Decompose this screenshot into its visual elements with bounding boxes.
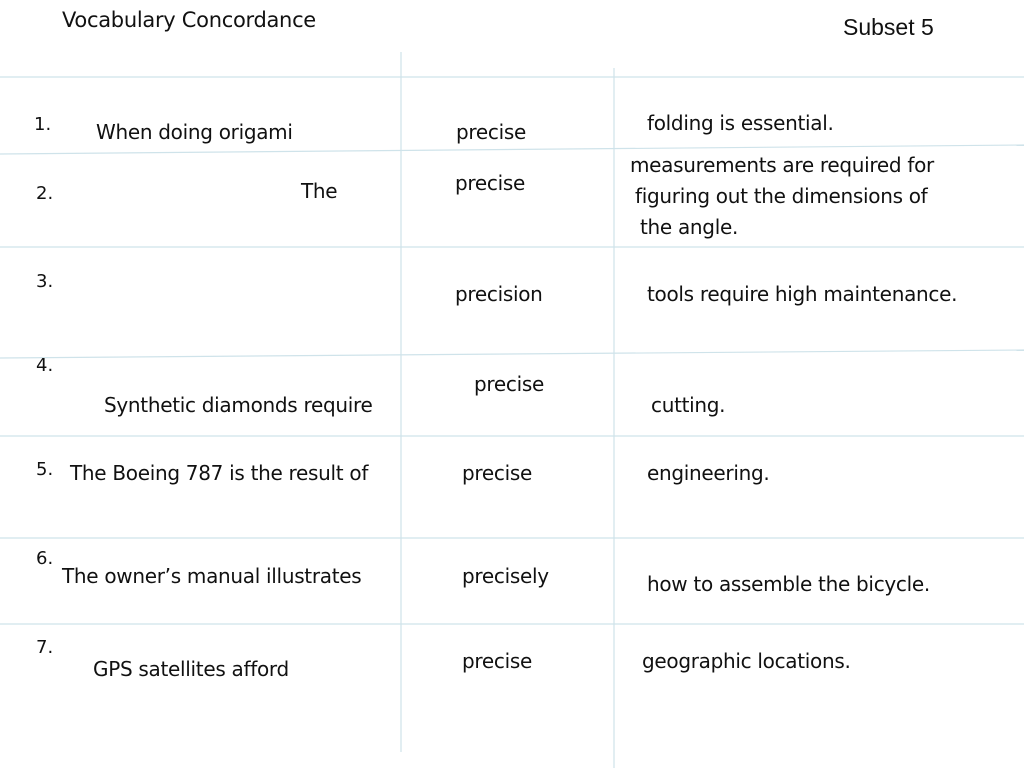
sentence-start: Synthetic diamonds require: [104, 393, 373, 417]
sentence-start: The Boeing 787 is the result of: [70, 461, 369, 485]
sentence-start: GPS satellites afford: [93, 657, 289, 681]
vocabulary-word: precise: [462, 649, 532, 673]
vocabulary-word: precisely: [462, 564, 549, 588]
row-number: 1.: [34, 114, 52, 135]
sentence-start: The: [301, 179, 338, 203]
row-number: 5.: [36, 459, 54, 480]
vocabulary-word: precise: [456, 120, 526, 144]
subset-label: Subset 5: [843, 14, 934, 40]
vocabulary-word: precision: [455, 282, 543, 306]
row-number: 6.: [36, 548, 54, 569]
sentence-end: tools require high maintenance.: [647, 282, 958, 306]
sentence-end-line: figuring out the dimensions of: [635, 184, 928, 208]
vocabulary-word: precise: [455, 171, 525, 195]
sentence-end: how to assemble the bicycle.: [647, 572, 930, 596]
sentence-end-line: measurements are required for: [630, 153, 934, 177]
sentence-start: The owner’s manual illustrates: [62, 564, 362, 588]
sentence-end-line: the angle.: [640, 215, 739, 239]
sentence-end: cutting.: [651, 393, 726, 417]
sentence-end: [630, 150, 934, 243]
grid-row-line: [0, 350, 1024, 358]
row-number: 2.: [36, 183, 54, 204]
row-number: 4.: [36, 355, 54, 376]
sentence-end: folding is essential.: [647, 111, 834, 135]
row-number: 3.: [36, 271, 54, 292]
vocabulary-word: precise: [462, 461, 532, 485]
row-number: 7.: [36, 637, 54, 658]
vocabulary-word: precise: [474, 372, 544, 396]
sentence-end: engineering.: [647, 461, 770, 485]
page-title: Vocabulary Concordance: [62, 8, 316, 32]
sentence-end: geographic locations.: [642, 649, 851, 673]
sentence-start: When doing origami: [96, 120, 293, 144]
